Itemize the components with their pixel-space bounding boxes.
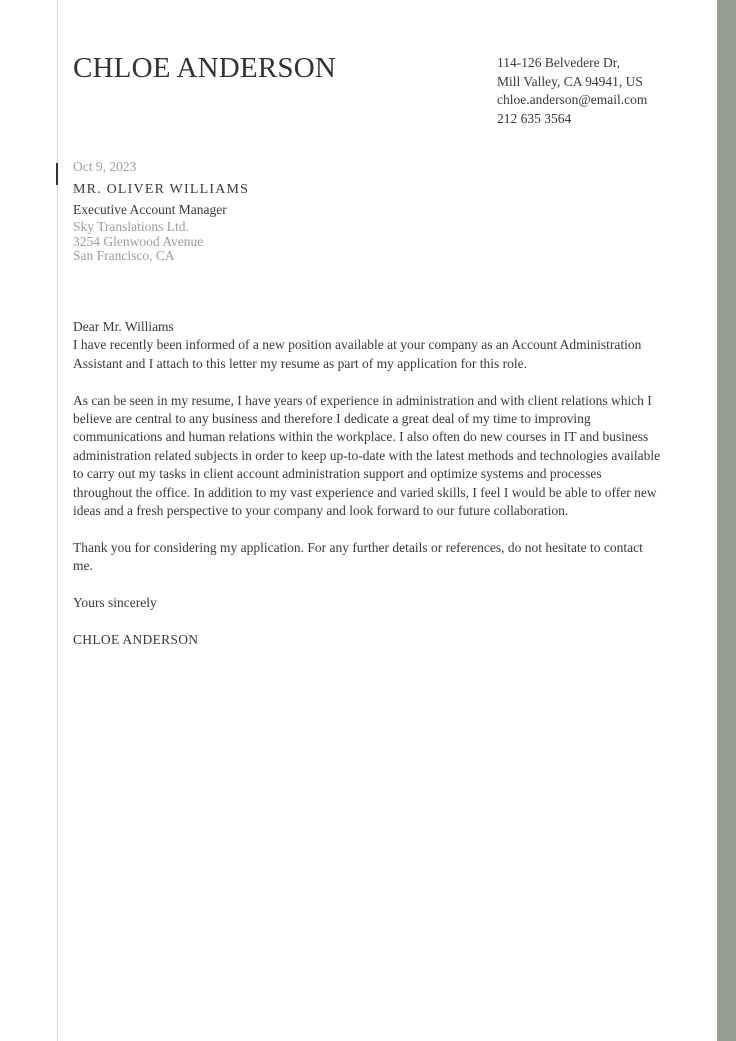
date-marker [56,163,58,185]
email: chloe.anderson@email.com [497,92,648,107]
left-margin-rule [57,0,58,1041]
recipient-city: San Francisco, CA [73,248,175,263]
letter-date: Oct 9, 2023 [73,159,137,174]
sender-name: CHLOE ANDERSON [73,52,337,84]
signature: CHLOE ANDERSON [73,631,199,647]
phone: 212 635 3564 [497,110,572,126]
recipient-company: Sky Translations Ltd. [73,219,189,234]
paragraph-2: As can be seen in my resume, I have years of experience in administration and with client relations which I believe are central to any business and therefore I dedicate a great deal of my time to improving communications and human relations within the workplace. I also often do new courses in IT and business administration related subjects in order to keep up-to-date with the latest methods and technologies available to carry out my tasks in client account administration support and optimize systems and processes throughout the office. In addition to my vast experience and varied skills, I feel I would be able to offer new ideas and a fresh perspective to your company and look forward to our future collaboration. [73,392,661,519]
greeting: Dear Mr. Williams [73,319,174,334]
paragraph-1: I have recently been informed of a new position available at your company as an Account Administration Assistant and I attach to this letter my resume as part of my application for this role. [73,337,642,371]
accent-side-band [717,0,736,1041]
address-line-2: Mill Valley, CA 94941, US [497,73,643,89]
paragraph-3: Thank you for considering my application. For any further details or references, do not hesitate to contact me. [73,539,643,574]
recipient-name: MR. OLIVER WILLIAMS [73,182,250,197]
recipient-title: Executive Account Manager [73,202,227,217]
letter-body [73,318,663,649]
recipient-address [73,220,203,264]
closing: Yours sincerely [73,595,157,611]
recipient-street: 3254 Glenwood Avenue [73,233,204,249]
sender-contact [497,54,647,128]
address-line-1: 114-126 Belvedere Dr, [497,55,621,70]
